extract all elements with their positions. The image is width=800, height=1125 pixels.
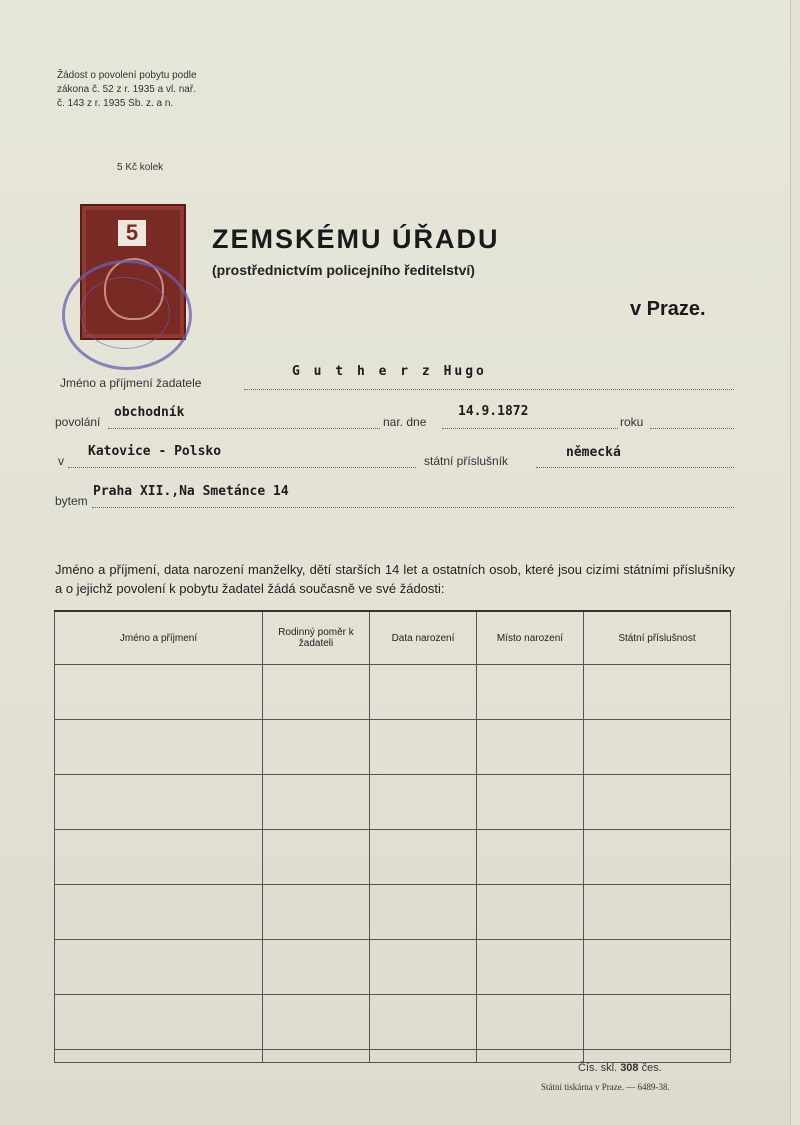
- cell[interactable]: [584, 665, 731, 720]
- col-relation: Rodinný poměr k žadateli: [263, 611, 370, 665]
- cell[interactable]: [55, 940, 263, 995]
- cell[interactable]: [584, 775, 731, 830]
- col-birth-place: Místo narození: [477, 611, 584, 665]
- occupation-label: povolání: [55, 415, 101, 429]
- table-header-row: [55, 611, 731, 665]
- place-prefix: v: [58, 454, 64, 468]
- cell[interactable]: [263, 665, 370, 720]
- stamp-value: 5: [118, 220, 146, 246]
- cell[interactable]: [55, 720, 263, 775]
- citizenship-label: státní příslušník: [424, 454, 509, 468]
- col-name: Jméno a příjmení: [55, 611, 263, 665]
- office-title: ZEMSKÉMU ÚŘADU: [212, 224, 500, 254]
- birth-line: [442, 428, 618, 429]
- cell[interactable]: [370, 830, 477, 885]
- family-intro: Jméno a příjmení, data narození manželky, dětí starších 14 let a ostatních osob, které jsou cizími státními příslušníky a o jejichž povolení k pobytu žadatel žádá současně ve své žádosti:: [55, 562, 735, 596]
- cell[interactable]: [263, 830, 370, 885]
- printer-note: Státní tiskárna v Praze. — 6489-38.: [541, 1082, 670, 1092]
- birth-label: nar. dne: [383, 415, 427, 429]
- cell[interactable]: [584, 720, 731, 775]
- citizenship-value[interactable]: německá: [566, 445, 621, 460]
- form-code-prefix: Čís. skl.: [578, 1062, 618, 1074]
- col-birth-date: Data narození: [370, 611, 477, 665]
- police-seal-ring: [80, 277, 170, 349]
- table-row: [55, 830, 731, 885]
- cell[interactable]: [477, 885, 584, 940]
- cell[interactable]: [263, 885, 370, 940]
- cell[interactable]: [370, 720, 477, 775]
- cell[interactable]: [477, 1050, 584, 1063]
- office-subtitle: (prostřednictvím policejního ředitelství): [212, 262, 475, 278]
- cell[interactable]: [584, 940, 731, 995]
- year-label: roku: [620, 415, 644, 429]
- table-row: [55, 995, 731, 1050]
- citizenship-line: [536, 467, 734, 468]
- table-row: [55, 665, 731, 720]
- law-line-3: č. 143 z r. 1935 Sb. z. a n.: [57, 98, 174, 109]
- table-row: [55, 940, 731, 995]
- cell[interactable]: [477, 665, 584, 720]
- cell[interactable]: [584, 995, 731, 1050]
- cell[interactable]: [370, 1050, 477, 1063]
- residence-label: bytem: [55, 494, 88, 508]
- cell[interactable]: [263, 995, 370, 1050]
- name-label: Jméno a příjmení žadatele: [60, 376, 202, 390]
- form-code: [578, 1062, 662, 1074]
- cell[interactable]: [477, 940, 584, 995]
- form-code-number: 308: [620, 1062, 639, 1074]
- cell[interactable]: [477, 720, 584, 775]
- cell[interactable]: [263, 1050, 370, 1063]
- residence-line: [92, 507, 734, 508]
- form-code-suffix: čes.: [641, 1062, 662, 1074]
- table-row: [55, 1050, 731, 1063]
- cell[interactable]: [477, 995, 584, 1050]
- place-value[interactable]: Katovice - Polsko: [88, 444, 222, 459]
- cell[interactable]: [55, 665, 263, 720]
- table-row: [55, 775, 731, 830]
- cell[interactable]: [584, 830, 731, 885]
- occupation-value[interactable]: obchodník: [114, 405, 185, 420]
- name-line: [244, 389, 734, 390]
- col-citizenship: Státní příslušnost: [584, 611, 731, 665]
- family-table: [54, 610, 731, 1063]
- cell[interactable]: [370, 995, 477, 1050]
- law-line-1: Žádost o povolení pobytu podle: [57, 70, 197, 81]
- cell[interactable]: [370, 885, 477, 940]
- birth-value[interactable]: 14.9.1872: [458, 404, 529, 419]
- law-reference: [57, 69, 197, 111]
- cell[interactable]: [370, 940, 477, 995]
- residence-value[interactable]: Praha XII.,Na Smetánce 14: [93, 484, 289, 499]
- cell[interactable]: [263, 720, 370, 775]
- table-row: [55, 720, 731, 775]
- cell[interactable]: [55, 1050, 263, 1063]
- occupation-line: [108, 428, 380, 429]
- cell[interactable]: [263, 940, 370, 995]
- cell[interactable]: [55, 885, 263, 940]
- year-line: [650, 428, 734, 429]
- stamp-note: 5 Kč kolek: [117, 162, 164, 173]
- name-value[interactable]: G u t h e r z Hugo: [292, 364, 487, 379]
- cell[interactable]: [370, 775, 477, 830]
- cell[interactable]: [370, 665, 477, 720]
- cell[interactable]: [55, 775, 263, 830]
- office-city: v Praze.: [630, 298, 706, 320]
- cell[interactable]: [55, 995, 263, 1050]
- cell[interactable]: [263, 775, 370, 830]
- cell[interactable]: [55, 830, 263, 885]
- cell[interactable]: [477, 775, 584, 830]
- cell[interactable]: [584, 1050, 731, 1063]
- law-line-2: zákona č. 52 z r. 1935 a vl. nař.: [57, 84, 196, 95]
- table-row: [55, 885, 731, 940]
- place-line: [68, 467, 416, 468]
- cell[interactable]: [584, 885, 731, 940]
- cell[interactable]: [477, 830, 584, 885]
